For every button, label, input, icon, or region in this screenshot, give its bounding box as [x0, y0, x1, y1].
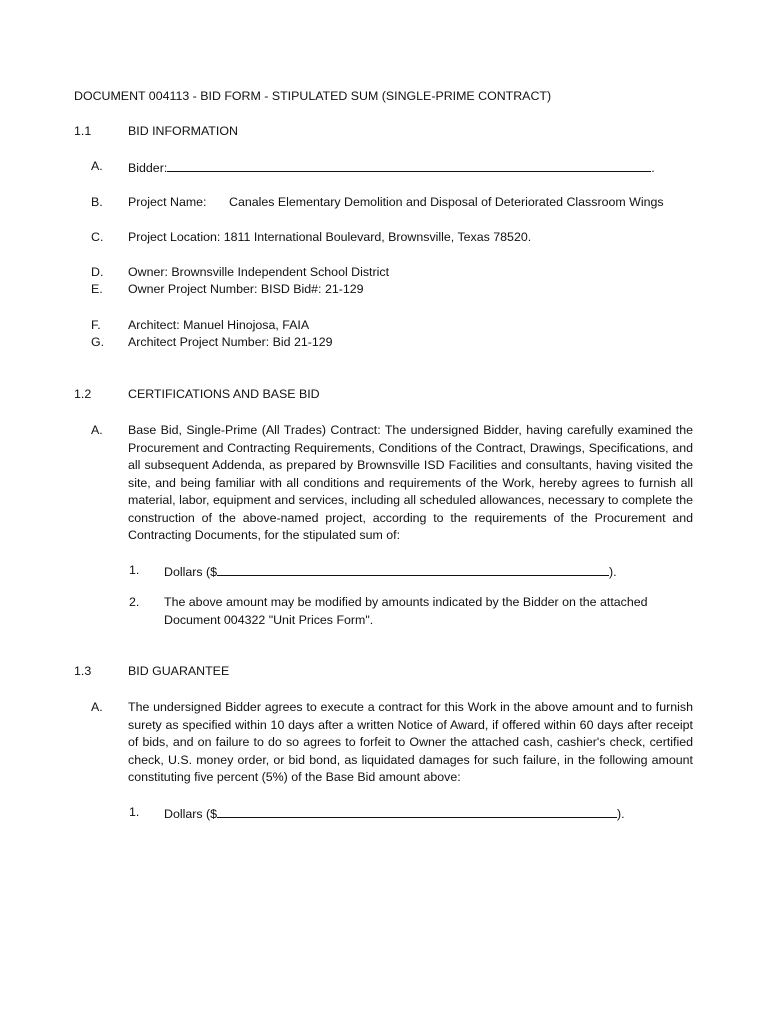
- base-bid-amount-blank[interactable]: [217, 562, 609, 576]
- section-heading: BID GUARANTEE: [128, 664, 230, 678]
- sub-item-number: 1.: [129, 563, 140, 577]
- sub-item-number: 2.: [129, 595, 140, 609]
- bidder-label: Bidder:: [128, 161, 168, 175]
- base-bid-paragraph: Base Bid, Single-Prime (All Trades) Contract: The undersigned Bidder, having carefully examined the Procurement and Contracting Requirements, Conditions of the Contract, Drawings, Specifications, and all subsequent Addenda, as prepared by Brownsville ISD Facilities and consultants, having visited the site, and being familiar with all conditions and requirements of the Work, hereby agrees to furnish all material, labor, equipment and services, including all scheduled allowances, necessary to complete the construction of the above-named project, according to the requirements of the Procurement and Contracting Documents, for the stipulated sum of:: [128, 423, 693, 542]
- unit-prices-note: The above amount may be modified by amounts indicated by the Bidder on the attached Document 004322 "Unit Prices Form".: [164, 595, 648, 627]
- bid-guarantee-paragraph: The undersigned Bidder agrees to execute a contract for this Work in the above amount and to furnish surety as specified within 10 days after a written Notice of Award, if offered within 60 days after receipt of bids, and on failure to do so agrees to forfeit to Owner the attached cash, cashier's check, certified check, U.S. money order, or bid bond, as liquidated damages for such failure, in the following amount constituting five percent (5%) of the Base Bid amount above:: [128, 700, 693, 784]
- bidder-suffix: .: [651, 161, 655, 175]
- item-letter: G.: [91, 335, 105, 349]
- dollars-suffix: ).: [617, 807, 625, 821]
- dollars-label: Dollars ($: [164, 807, 218, 821]
- item-letter: A.: [91, 700, 103, 714]
- section-number: 1.1: [74, 124, 92, 138]
- item-letter: D.: [91, 265, 104, 279]
- item-letter: F.: [91, 318, 101, 332]
- project-name-value: Canales Elementary Demolition and Disposal of Deteriorated Classroom Wings: [229, 195, 664, 209]
- architect-project-number: Architect Project Number: Bid 21-129: [128, 335, 333, 349]
- item-letter: E.: [91, 282, 103, 296]
- guarantee-dollars-line: [164, 804, 625, 824]
- item-letter: C.: [91, 230, 104, 244]
- section-number: 1.2: [74, 387, 92, 401]
- architect: Architect: Manuel Hinojosa, FAIA: [128, 318, 310, 332]
- owner-project-number: Owner Project Number: BISD Bid#: 21-129: [128, 282, 364, 296]
- guarantee-amount-blank[interactable]: [217, 804, 617, 818]
- owner: Owner: Brownsville Independent School District: [128, 265, 390, 279]
- sub-item-number: 1.: [129, 805, 140, 819]
- section-heading: BID INFORMATION: [128, 124, 238, 138]
- bidder-line: [128, 158, 655, 178]
- project-name-label: Project Name:: [128, 195, 207, 209]
- section-heading: CERTIFICATIONS AND BASE BID: [128, 387, 320, 401]
- base-bid-dollars-line: [164, 562, 617, 582]
- project-location: Project Location: 1811 International Boulevard, Brownsville, Texas 78520.: [128, 230, 532, 244]
- item-letter: B.: [91, 195, 103, 209]
- bidder-blank[interactable]: [167, 158, 651, 172]
- section-number: 1.3: [74, 664, 92, 678]
- document-title: DOCUMENT 004113 - BID FORM - STIPULATED SUM (SINGLE-PRIME CONTRACT): [74, 89, 552, 103]
- item-letter: A.: [91, 159, 103, 173]
- dollars-suffix: ).: [609, 565, 617, 579]
- dollars-label: Dollars ($: [164, 565, 218, 579]
- item-letter: A.: [91, 423, 103, 437]
